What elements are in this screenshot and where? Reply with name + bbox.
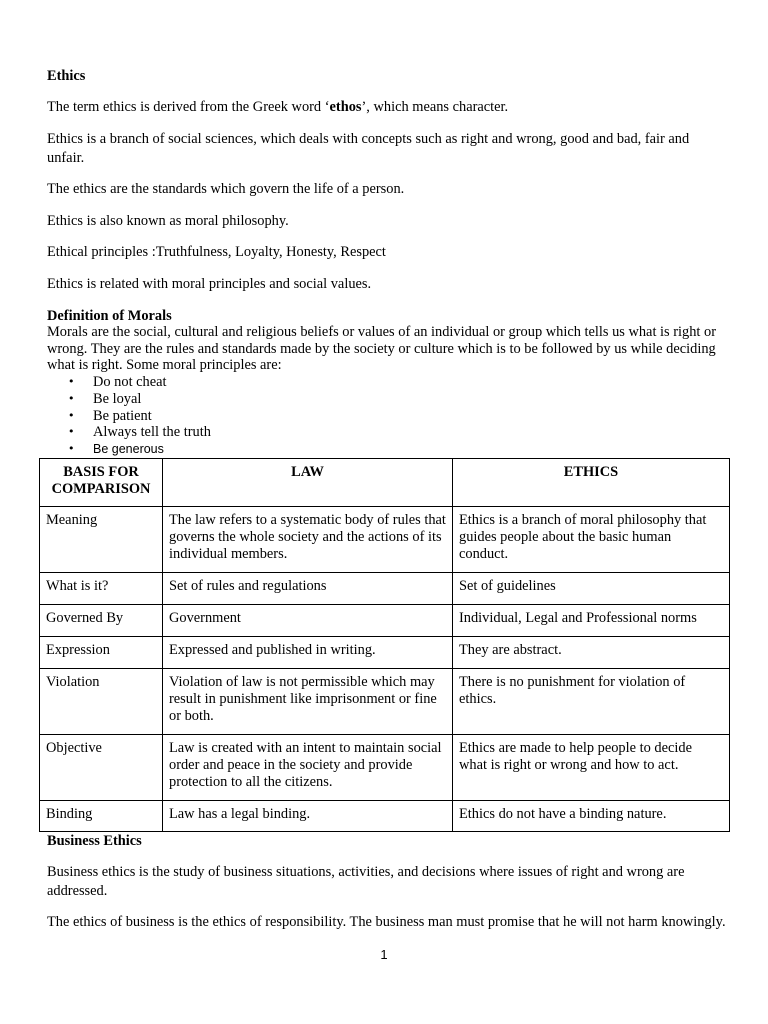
table-cell: The law refers to a systematic body of rules that governs the whole society and the actions of its individual members. xyxy=(163,507,453,573)
table-cell: Meaning xyxy=(40,507,163,573)
ethos-term: ethos xyxy=(329,99,362,115)
table-cell: Expression xyxy=(40,637,163,669)
table-cell: Ethics are made to help people to decide what is right or wrong and how to act. xyxy=(453,735,730,801)
list-item: • Be loyal xyxy=(47,391,211,408)
table-row xyxy=(40,735,730,801)
ethical-principles-paragraph: Ethical principles :Truthfulness, Loyalty, Honesty, Respect xyxy=(47,244,386,260)
table-row xyxy=(40,637,730,669)
table-cell: They are abstract. xyxy=(453,637,730,669)
table-row xyxy=(40,507,730,573)
table-cell: Law is created with an intent to maintain social order and peace in the society and provide protection to all the citizens. xyxy=(163,735,453,801)
law-vs-ethics-table xyxy=(39,458,730,832)
table-cell: Law has a legal binding. xyxy=(163,801,453,832)
ethos-text-pre: The term ethics is derived from the Greek word ‘ xyxy=(47,99,330,115)
table-row xyxy=(40,573,730,605)
business-ethics-paragraph-2: The ethics of business is the ethics of responsibility. The business man must promise that he will not harm knowingly. xyxy=(47,914,726,930)
list-item: • Be patient xyxy=(47,408,211,425)
list-item: • Do not cheat xyxy=(47,374,211,391)
table-cell: What is it? xyxy=(40,573,163,605)
business-ethics-paragraph-1: Business ethics is the study of business situations, activities, and decisions where issues of right and wrong are addressed. xyxy=(47,864,685,899)
table-header-row xyxy=(40,459,730,507)
table-cell: Ethics is a branch of moral philosophy that guides people about the basic human conduct. xyxy=(453,507,730,573)
ethics-related-paragraph: Ethics is related with moral principles and social values. xyxy=(47,276,372,292)
table-cell: There is no punishment for violation of ethics. xyxy=(453,669,730,735)
table-cell: Violation of law is not permissible which may result in punishment like imprisonment or fine or both. xyxy=(163,669,453,735)
table-cell: Ethics do not have a binding nature. xyxy=(453,801,730,832)
table-cell: Expressed and published in writing. xyxy=(163,637,453,669)
ethics-definition-paragraph: Ethics is a branch of social sciences, which deals with concepts such as right and wrong, good and bad, fair and unfair. xyxy=(47,131,690,166)
column-header-ethics: ETHICS xyxy=(453,459,730,507)
column-header-law: LAW xyxy=(163,459,453,507)
ethics-standards-paragraph: The ethics are the standards which govern the life of a person. xyxy=(47,181,405,197)
moral-principles-list xyxy=(47,374,211,458)
table-cell: Set of guidelines xyxy=(453,573,730,605)
list-item: • Always tell the truth xyxy=(47,424,211,441)
table-cell: Set of rules and regulations xyxy=(163,573,453,605)
ethics-heading: Ethics xyxy=(47,68,86,84)
table-cell: Binding xyxy=(40,801,163,832)
list-item: • Be generous xyxy=(47,441,211,458)
ethos-paragraph xyxy=(47,98,508,116)
table-row xyxy=(40,801,730,832)
page-number: 1 xyxy=(380,947,388,962)
morals-heading: Definition of Morals xyxy=(47,308,172,324)
moral-philosophy-paragraph: Ethics is also known as moral philosophy. xyxy=(47,213,289,229)
ethos-text-post: ’, which means character. xyxy=(361,99,509,115)
table-cell: Objective xyxy=(40,735,163,801)
table-cell: Individual, Legal and Professional norms xyxy=(453,605,730,637)
table-cell: Governed By xyxy=(40,605,163,637)
morals-paragraph: Morals are the social, cultural and religious beliefs or values of an individual or group which tells us what is right or wrong. They are the rules and standards made by the society or culture which is to be followed by us while deciding what is right. Some moral principles are: xyxy=(47,324,717,373)
business-ethics-heading: Business Ethics xyxy=(47,833,142,849)
table-row xyxy=(40,605,730,637)
table-cell: Violation xyxy=(40,669,163,735)
table-cell: Government xyxy=(163,605,453,637)
column-header-basis: BASIS FOR COMPARISON xyxy=(40,459,163,507)
table-row xyxy=(40,669,730,735)
